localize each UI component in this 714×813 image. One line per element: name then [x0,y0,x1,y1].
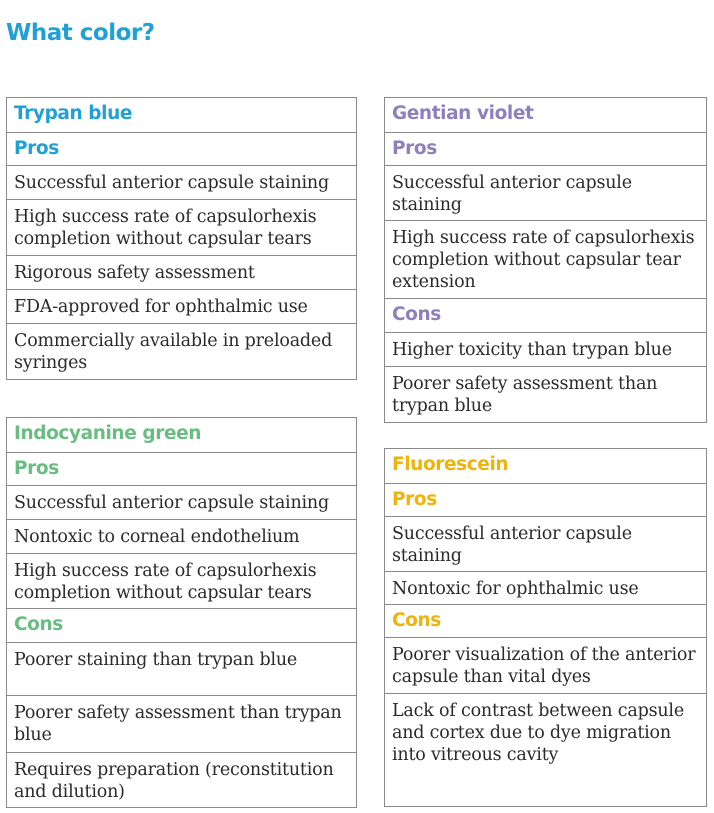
fluorescein-table [384,448,707,807]
gentian-violet-pros-label: Pros [385,133,706,166]
fluorescein-title: Fluorescein [385,449,706,484]
trypan-blue-pro-item: High success rate of capsulorhexis completion without capsular tears [7,200,356,256]
indocyanine-green-con-item: Requires preparation (reconstitution and dilution) [14,760,334,802]
trypan-blue-pro-item: Rigorous safety assessment [7,256,356,290]
page-title: What color? [6,20,155,46]
gentian-violet-table [384,97,707,423]
indocyanine-green-title: Indocyanine green [7,418,356,453]
indocyanine-green-pro-item: Nontoxic to corneal endothelium [7,520,356,554]
gentian-violet-title: Gentian violet [385,98,706,133]
indocyanine-green-table [6,417,357,808]
fluorescein-pros-label: Pros [385,484,706,517]
trypan-blue-table [6,97,357,380]
gentian-violet-pro-item: High success rate of capsulorhexis completion without capsular tear extension [385,221,706,299]
gentian-violet-con-item: Higher toxicity than trypan blue [385,333,706,367]
trypan-blue-pro-item: Successful anterior capsule staining [7,166,356,200]
fluorescein-con-item: Lack of contrast between capsule and cortex due to dye migration into vitreous cavity [392,701,684,765]
gentian-violet-con-item: Poorer safety assessment than trypan blue [392,374,658,416]
trypan-blue-pro-item: FDA-approved for ophthalmic use [7,290,356,324]
gentian-violet-pro-item: Successful anterior capsule staining [385,166,706,221]
indocyanine-green-pro-item: High success rate of capsulorhexis completion without capsular tears [7,554,356,609]
indocyanine-green-con-item: Poorer safety assessment than trypan blue [7,696,356,753]
trypan-blue-pros-label: Pros [7,133,356,166]
fluorescein-cons-label: Cons [385,605,706,638]
indocyanine-green-pros-label: Pros [7,453,356,486]
indocyanine-green-pro-item: Successful anterior capsule staining [7,486,356,520]
indocyanine-green-con-item: Poorer staining than trypan blue [7,643,356,696]
fluorescein-con-item: Poorer visualization of the anterior capsule than vital dyes [385,638,706,694]
indocyanine-green-cons-label: Cons [7,609,356,643]
fluorescein-pro-item: Successful anterior capsule staining [385,517,706,572]
trypan-blue-pro-item: Commercially available in preloaded syringes [14,331,333,373]
trypan-blue-title: Trypan blue [7,98,356,133]
fluorescein-pro-item: Nontoxic for ophthalmic use [385,572,706,605]
gentian-violet-cons-label: Cons [385,299,706,333]
